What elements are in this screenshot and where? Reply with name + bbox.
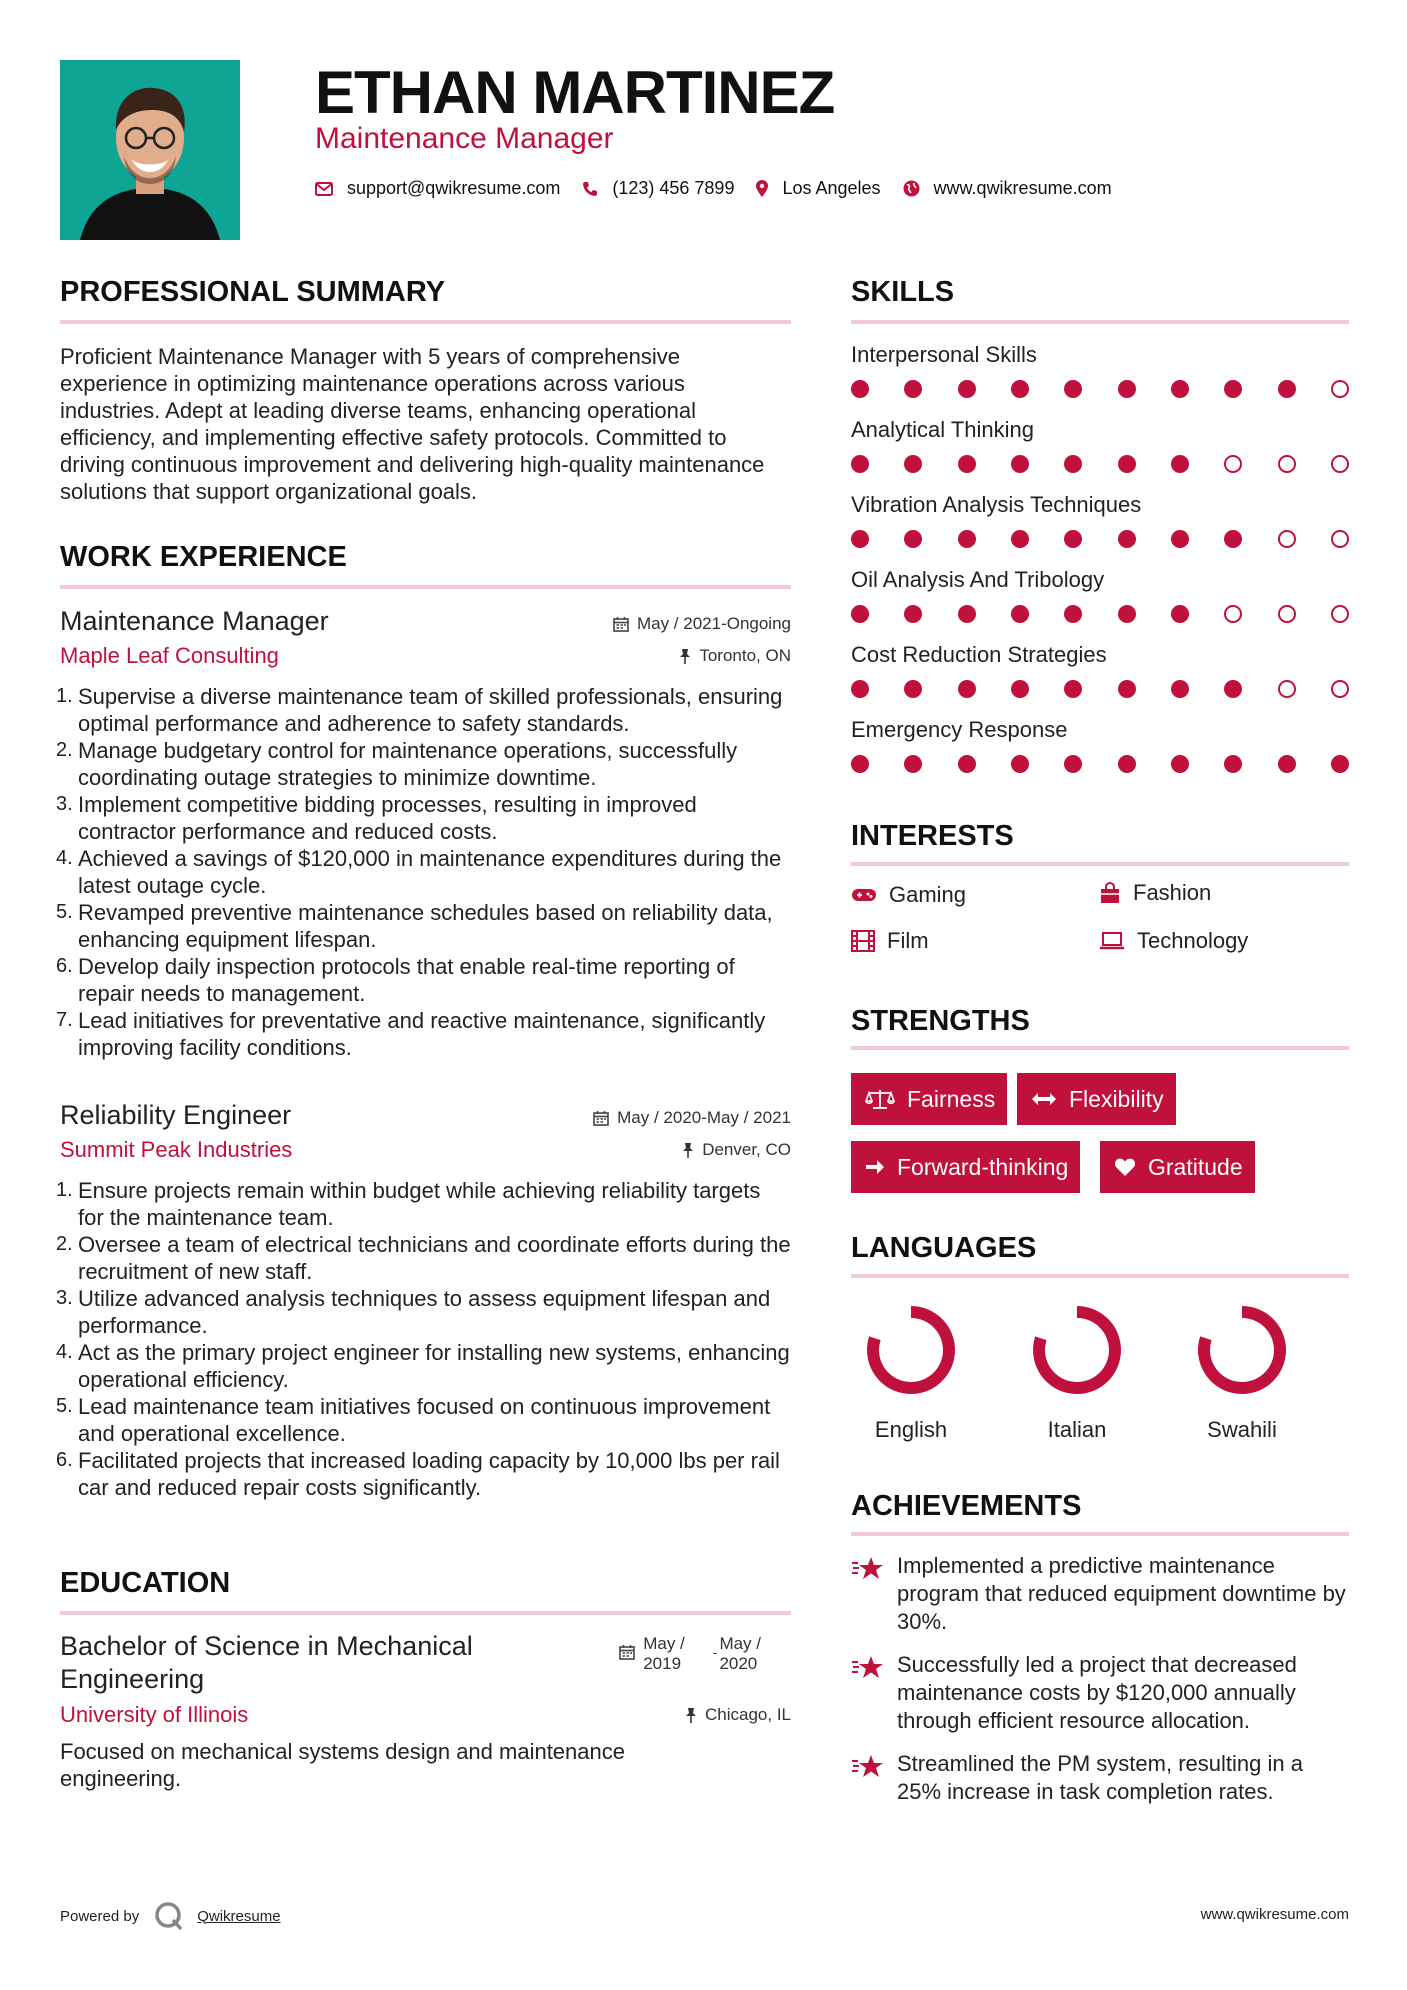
education-location-text: Chicago, IL xyxy=(705,1705,791,1724)
job-location xyxy=(679,646,791,666)
duty-item: 6. Facilitated projects that increased loading capacity by 10,000 lbs per rail car and reduced repair costs significantly. xyxy=(56,1448,780,1500)
skill-dot-filled xyxy=(1064,530,1082,548)
skill-dot-filled xyxy=(1118,380,1136,398)
star-icon xyxy=(851,1752,885,1780)
interest-label: Film xyxy=(887,928,929,953)
language-name: Italian xyxy=(1047,1417,1107,1442)
skill-dot-empty xyxy=(1224,605,1242,623)
skill-dot-filled xyxy=(1011,605,1029,623)
language-item xyxy=(841,1300,981,1443)
footer-branding xyxy=(60,1900,281,1932)
achievements-divider xyxy=(851,1532,1349,1536)
strengths-divider xyxy=(851,1046,1349,1050)
skill-dot-filled xyxy=(1278,755,1296,773)
language-ring xyxy=(861,1300,961,1400)
job-location-text: Toronto, ON xyxy=(699,646,791,665)
duty-item: 3. Utilize advanced analysis techniques to assess equipment lifespan and performance. xyxy=(56,1286,771,1338)
location-text: Los Angeles xyxy=(782,178,881,198)
skill-dot-filled xyxy=(851,755,869,773)
experience-divider xyxy=(60,585,791,589)
skill-row xyxy=(851,342,1349,417)
language-level-arc xyxy=(1204,1312,1280,1388)
education-dates xyxy=(619,1634,761,1674)
qwikresume-link[interactable]: Qwikresume xyxy=(197,1907,281,1925)
interests-divider xyxy=(851,862,1349,866)
duty-item: 4. Achieved a savings of $120,000 in maintenance expenditures during the latest outage cycle. xyxy=(56,846,782,898)
skill-dot-filled xyxy=(958,530,976,548)
skill-dot-filled xyxy=(904,605,922,623)
education-entry xyxy=(60,1630,791,1792)
job-dates-text: May / 2021-Ongoing xyxy=(636,614,791,633)
skills-list xyxy=(851,342,1349,792)
globe-icon xyxy=(903,180,920,197)
strength-tag-gratitude xyxy=(1100,1141,1255,1193)
calendar-icon xyxy=(593,1110,609,1126)
summary-divider xyxy=(60,320,791,324)
skill-dot-filled xyxy=(1118,605,1136,623)
degree-title: Bachelor of Science in Mechanical Engineering xyxy=(60,1631,473,1694)
powered-by-text: Powered by xyxy=(60,1907,140,1925)
skill-dot-filled xyxy=(851,605,869,623)
skill-dot-filled xyxy=(904,680,922,698)
strength-tag-forward-thinking xyxy=(851,1141,1080,1193)
skill-rating xyxy=(851,680,1349,698)
skill-dot-filled xyxy=(1278,380,1296,398)
skill-dot-empty xyxy=(1224,455,1242,473)
map-pin-icon xyxy=(756,180,768,197)
calendar-icon xyxy=(613,616,629,632)
skill-dot-filled xyxy=(958,455,976,473)
interest-label: Fashion xyxy=(1133,880,1212,905)
skill-dot-filled xyxy=(1171,755,1189,773)
skill-dot-filled xyxy=(1118,755,1136,773)
experience-heading: WORK EXPERIENCE xyxy=(60,541,347,573)
skill-dot-filled xyxy=(1118,680,1136,698)
duty-item: 5. Revamped preventive maintenance schedules based on reliability data, enhancing equipment lifespan. xyxy=(56,900,773,952)
website-text: www.qwikresume.com xyxy=(933,178,1112,198)
candidate-title: Maintenance Manager xyxy=(315,122,614,155)
skill-name: Emergency Response xyxy=(851,717,1068,742)
education-location xyxy=(685,1705,791,1725)
achievement-text: Implemented a predictive maintenance program that reduced equipment downtime by 30%. xyxy=(897,1553,1346,1634)
job-location xyxy=(682,1140,791,1160)
envelope-icon xyxy=(315,182,333,196)
balance-scale-icon xyxy=(865,1088,895,1110)
skill-row xyxy=(851,642,1349,717)
skill-dot-filled xyxy=(958,680,976,698)
gamepad-icon xyxy=(851,887,877,903)
date-separator: - xyxy=(712,1644,718,1660)
language-ring xyxy=(1027,1300,1127,1400)
candidate-name: ETHAN MARTINEZ xyxy=(315,59,835,126)
skill-dot-empty xyxy=(1278,530,1296,548)
skill-dot-filled xyxy=(1224,755,1242,773)
laptop-icon xyxy=(1099,931,1125,951)
skill-dot-filled xyxy=(1011,680,1029,698)
contact-bar xyxy=(315,178,1134,199)
skill-dot-empty xyxy=(1278,605,1296,623)
interest-fashion xyxy=(1099,880,1211,906)
skill-row xyxy=(851,717,1349,792)
skill-dot-filled xyxy=(1331,755,1349,773)
skill-dot-filled xyxy=(1171,680,1189,698)
duty-item: 7. Lead initiatives for preventative and reactive maintenance, significantly improving facility conditions. xyxy=(56,1008,766,1060)
skill-rating xyxy=(851,530,1349,548)
job-title: Maintenance Manager xyxy=(60,606,329,636)
strength-label: Forward-thinking xyxy=(897,1153,1069,1180)
skill-dot-filled xyxy=(1064,455,1082,473)
school-name: University of Illinois xyxy=(60,1702,249,1727)
skill-dot-filled xyxy=(1171,530,1189,548)
language-level-arc xyxy=(1039,1312,1115,1388)
star-icon xyxy=(851,1554,885,1582)
skill-dot-filled xyxy=(1224,680,1242,698)
contact-email[interactable] xyxy=(315,178,560,199)
skill-row xyxy=(851,492,1349,567)
qwikresume-logo-icon xyxy=(153,1900,185,1932)
skill-dot-filled xyxy=(958,605,976,623)
duty-item: 1. Supervise a diverse maintenance team of skilled professionals, ensuring optimal performance and adherence to safety standards. xyxy=(56,684,783,736)
interest-label: Gaming xyxy=(889,882,967,907)
skill-dot-filled xyxy=(851,680,869,698)
skill-rating xyxy=(851,605,1349,623)
interests-heading: INTERESTS xyxy=(851,820,1014,852)
job-dates xyxy=(593,1108,791,1128)
skill-dot-empty xyxy=(1278,455,1296,473)
contact-location xyxy=(756,178,880,199)
job-company: Summit Peak Industries xyxy=(60,1137,293,1162)
skill-dot-empty xyxy=(1278,680,1296,698)
language-name: Swahili xyxy=(1207,1417,1277,1442)
contact-phone[interactable] xyxy=(582,178,734,199)
skill-dot-filled xyxy=(1064,380,1082,398)
interest-gaming xyxy=(851,882,966,908)
skill-name: Interpersonal Skills xyxy=(851,342,1037,367)
skill-dot-filled xyxy=(1224,530,1242,548)
skill-dot-empty xyxy=(1331,680,1349,698)
phone-text: (123) 456 7899 xyxy=(612,178,735,198)
language-item xyxy=(1172,1300,1312,1443)
skill-dot-empty xyxy=(1331,455,1349,473)
contact-website[interactable] xyxy=(903,178,1112,199)
language-ring xyxy=(1192,1300,1292,1400)
film-icon xyxy=(851,930,875,952)
duty-item: 1. Ensure projects remain within budget while achieving reliability targets for the maintenance team. xyxy=(56,1178,761,1230)
pushpin-icon xyxy=(682,1142,694,1158)
skill-dot-filled xyxy=(904,455,922,473)
star-icon xyxy=(851,1653,885,1681)
skills-heading: SKILLS xyxy=(851,276,955,308)
duty-item: 2. Oversee a team of electrical technicians and coordinate efforts during the recruitment of new staff. xyxy=(56,1232,791,1284)
skill-dot-filled xyxy=(1064,680,1082,698)
heart-icon xyxy=(1114,1157,1136,1177)
skill-dot-filled xyxy=(958,755,976,773)
strength-tag-flexibility xyxy=(1017,1073,1176,1125)
interest-label: Technology xyxy=(1137,928,1249,953)
skill-name: Cost Reduction Strategies xyxy=(851,642,1107,667)
skill-dot-filled xyxy=(904,530,922,548)
languages-heading: LANGUAGES xyxy=(851,1232,1037,1264)
languages-divider xyxy=(851,1274,1349,1278)
skill-name: Oil Analysis And Tribology xyxy=(851,567,1105,592)
duty-item: 6. Develop daily inspection protocols that enable real-time reporting of repair needs to management. xyxy=(56,954,735,1006)
achievement-item xyxy=(851,1552,1349,1636)
skill-rating xyxy=(851,380,1349,398)
skills-divider xyxy=(851,320,1349,324)
email-text: support@qwikresume.com xyxy=(347,178,561,198)
education-start: May / 2019 xyxy=(643,1634,685,1673)
strength-label: Gratitude xyxy=(1148,1153,1243,1180)
skill-dot-filled xyxy=(1171,380,1189,398)
arrow-right-icon xyxy=(865,1158,885,1176)
skill-dot-filled xyxy=(1118,530,1136,548)
skill-rating xyxy=(851,455,1349,473)
education-heading: EDUCATION xyxy=(60,1567,231,1599)
strengths-heading: STRENGTHS xyxy=(851,1005,1030,1037)
job-title: Reliability Engineer xyxy=(60,1100,292,1130)
job-duties-list xyxy=(56,1177,791,1501)
achievement-text: Streamlined the PM system, resulting in a 25% increase in task completion rates. xyxy=(897,1751,1303,1804)
skill-dot-filled xyxy=(1011,755,1029,773)
pushpin-icon xyxy=(679,648,691,664)
skill-rating xyxy=(851,755,1349,773)
skill-dot-filled xyxy=(851,455,869,473)
achievements-heading: ACHIEVEMENTS xyxy=(851,1490,1082,1522)
education-description: Focused on mechanical systems design and maintenance engineering. xyxy=(60,1739,625,1791)
skill-dot-filled xyxy=(851,380,869,398)
job-entry xyxy=(56,1100,791,1501)
skill-name: Vibration Analysis Techniques xyxy=(851,492,1142,517)
footer-website[interactable]: www.qwikresume.com xyxy=(1200,1906,1349,1923)
phone-icon xyxy=(582,181,598,197)
language-name: English xyxy=(874,1417,948,1442)
skill-dot-filled xyxy=(1064,605,1082,623)
skill-dot-filled xyxy=(1011,380,1029,398)
skill-dot-filled xyxy=(1224,380,1242,398)
skill-dot-filled xyxy=(958,380,976,398)
job-location-text: Denver, CO xyxy=(702,1140,791,1159)
summary-text: Proficient Maintenance Manager with 5 years of comprehensive experience in optimizing maintenance operations across various industries. Adept at leading diverse teams, enhancing operational efficiency, and implementing effective safety protocols. Committed to driving continuous improvement and delivering high-quality maintenance solutions that support organizational goals. xyxy=(60,344,765,504)
education-end: May / 2020 xyxy=(719,1634,761,1673)
job-dates xyxy=(613,614,791,634)
skill-name: Analytical Thinking xyxy=(851,417,1035,442)
avatar-illustration xyxy=(60,60,240,240)
achievement-item xyxy=(851,1750,1349,1806)
strength-label: Flexibility xyxy=(1069,1085,1164,1112)
strength-tag-fairness xyxy=(851,1073,1007,1125)
skill-row xyxy=(851,417,1349,492)
skill-dot-filled xyxy=(1011,530,1029,548)
arrows-horizontal-icon xyxy=(1031,1092,1057,1106)
skill-dot-filled xyxy=(851,530,869,548)
pushpin-icon xyxy=(685,1707,697,1723)
duty-item: 4. Act as the primary project engineer for installing new systems, enhancing operational efficiency. xyxy=(56,1340,790,1392)
skill-dot-filled xyxy=(1011,455,1029,473)
skill-dot-filled xyxy=(904,755,922,773)
language-level-arc xyxy=(873,1312,949,1388)
interest-film xyxy=(851,928,929,954)
job-company: Maple Leaf Consulting xyxy=(60,643,279,668)
skill-dot-filled xyxy=(1064,755,1082,773)
skill-dot-empty xyxy=(1331,530,1349,548)
skill-dot-filled xyxy=(1171,605,1189,623)
shopping-bag-icon xyxy=(1099,882,1121,904)
skill-dot-empty xyxy=(1331,605,1349,623)
calendar-icon xyxy=(619,1644,635,1660)
skill-dot-filled xyxy=(904,380,922,398)
strength-label: Fairness xyxy=(907,1085,996,1112)
skill-dot-filled xyxy=(1171,455,1189,473)
skill-dot-filled xyxy=(1118,455,1136,473)
skill-dot-empty xyxy=(1331,380,1349,398)
summary-heading: PROFESSIONAL SUMMARY xyxy=(60,276,446,308)
skill-row xyxy=(851,567,1349,642)
duty-item: 3. Implement competitive bidding processes, resulting in improved contractor performance and reduced costs. xyxy=(56,792,697,844)
duty-item: 2. Manage budgetary control for maintenance operations, successfully coordinating outage strategies to minimize downtime. xyxy=(56,738,738,790)
job-dates-text: May / 2020-May / 2021 xyxy=(617,1108,791,1127)
duty-item: 5. Lead maintenance team initiatives focused on continuous improvement and operational excellence. xyxy=(56,1394,771,1446)
language-item xyxy=(1007,1300,1147,1443)
achievement-text: Successfully led a project that decreased maintenance costs by $120,000 annually through efficient resource allocation. xyxy=(897,1652,1297,1733)
achievement-item xyxy=(851,1651,1349,1735)
interest-technology xyxy=(1099,928,1248,954)
education-divider xyxy=(60,1611,791,1615)
job-duties-list xyxy=(56,683,791,1061)
profile-photo xyxy=(60,60,240,240)
job-entry xyxy=(56,606,791,1061)
